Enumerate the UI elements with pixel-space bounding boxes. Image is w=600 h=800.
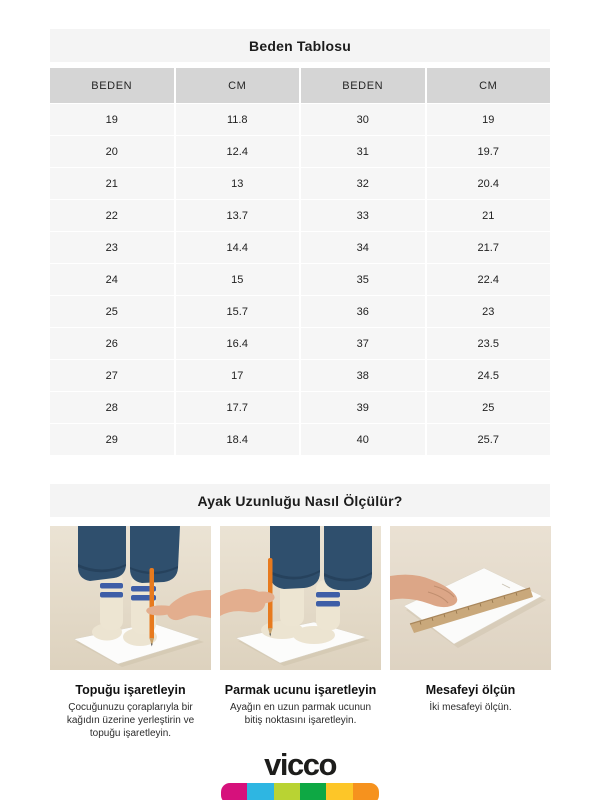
- vicco-logo-color-bar: [221, 783, 379, 800]
- size-table-cell: 39: [301, 392, 425, 423]
- size-table-cell: 24: [50, 264, 174, 295]
- size-table-row: [50, 264, 550, 295]
- measure-steps: [50, 526, 550, 741]
- size-table-cell: 11.8: [176, 104, 300, 135]
- size-table-cell: 12.4: [176, 136, 300, 167]
- size-table-cell: 34: [301, 232, 425, 263]
- size-table-cell: 21: [427, 200, 551, 231]
- size-table-cell: 13: [176, 168, 300, 199]
- size-table-cell: 37: [301, 328, 425, 359]
- step-description: Ayağın en uzun parmak ucunun bitiş noktasını işaretleyin.: [229, 702, 372, 727]
- size-table-cell: 15.7: [176, 296, 300, 327]
- measure-section-title-bar: [50, 484, 550, 517]
- size-table-cell: 25: [50, 296, 174, 327]
- mark-heel-photo: [50, 526, 211, 670]
- brand-footer: [0, 749, 600, 800]
- size-table-row: [50, 104, 550, 135]
- size-table-header-cell: BEDEN: [50, 68, 174, 103]
- step-heading: Topuğu işaretleyin: [75, 683, 186, 697]
- size-table-row: [50, 328, 550, 359]
- size-table-cell: 24.5: [427, 360, 551, 391]
- size-table-row: [50, 168, 550, 199]
- size-table-cell: 25.7: [427, 424, 551, 455]
- mark-toe-photo: [220, 526, 381, 670]
- step-heading: Mesafeyi ölçün: [425, 683, 516, 697]
- step-description: İki mesafeyi ölçün.: [429, 702, 512, 713]
- size-table-row: [50, 232, 550, 263]
- size-table-cell: 35: [301, 264, 425, 295]
- step-description: Çocuğunuzu çoraplarıyla bir kağıdın üzerine yerleştirin ve topuğu işaretleyin.: [66, 702, 195, 740]
- logo-bar-segment: [353, 783, 379, 800]
- size-table-row: [50, 200, 550, 231]
- size-table-cell: 30: [301, 104, 425, 135]
- size-table-row: [50, 392, 550, 423]
- size-table-cell: 27: [50, 360, 174, 391]
- size-table-cell: 16.4: [176, 328, 300, 359]
- size-table-cell: 29: [50, 424, 174, 455]
- size-table-cell: 17: [176, 360, 300, 391]
- measure-step-distance: [390, 526, 551, 741]
- size-table-cell: 17.7: [176, 392, 300, 423]
- size-table-header-row: [50, 68, 550, 103]
- size-table-cell: 23.5: [427, 328, 551, 359]
- size-table-cell: 40: [301, 424, 425, 455]
- size-table-cell: 15: [176, 264, 300, 295]
- size-table-row: [50, 136, 550, 167]
- logo-bar-segment: [247, 783, 273, 800]
- size-table-cell: 20.4: [427, 168, 551, 199]
- size-table-cell: 21.7: [427, 232, 551, 263]
- size-table: [50, 68, 550, 455]
- size-table-header-cell: BEDEN: [301, 68, 425, 103]
- measure-distance-illustration: [390, 526, 551, 670]
- logo-bar-segment: [274, 783, 300, 800]
- measure-section-title: Ayak Uzunluğu Nasıl Ölçülür?: [197, 492, 403, 509]
- size-table-cell: 28: [50, 392, 174, 423]
- step-heading: Parmak ucunu işaretleyin: [224, 683, 377, 697]
- size-table-header-cell: CM: [427, 68, 551, 103]
- size-table-cell: 19: [50, 104, 174, 135]
- size-table-cell: 36: [301, 296, 425, 327]
- logo-bar-segment: [221, 783, 247, 800]
- size-table-title: Beden Tablosu: [249, 37, 351, 54]
- vicco-logo: vicco: [264, 747, 336, 782]
- measure-distance-photo: [390, 526, 551, 670]
- size-table-cell: 21: [50, 168, 174, 199]
- size-table-cell: 22: [50, 200, 174, 231]
- measure-step-heel: [50, 526, 211, 741]
- size-table-row: [50, 424, 550, 455]
- size-table-cell: 13.7: [176, 200, 300, 231]
- size-table-cell: 19.7: [427, 136, 551, 167]
- size-table-cell: 23: [50, 232, 174, 263]
- size-table-cell: 33: [301, 200, 425, 231]
- size-table-cell: 25: [427, 392, 551, 423]
- size-table-cell: 20: [50, 136, 174, 167]
- logo-bar-segment: [300, 783, 326, 800]
- size-table-row: [50, 296, 550, 327]
- size-table-cell: 26: [50, 328, 174, 359]
- size-table-rows: [50, 104, 550, 455]
- size-table-cell: 31: [301, 136, 425, 167]
- size-table-cell: 23: [427, 296, 551, 327]
- logo-bar-segment: [326, 783, 352, 800]
- size-table-row: [50, 360, 550, 391]
- size-table-cell: 19: [427, 104, 551, 135]
- size-table-cell: 22.4: [427, 264, 551, 295]
- size-table-cell: 32: [301, 168, 425, 199]
- size-table-cell: 14.4: [176, 232, 300, 263]
- mark-heel-illustration: [50, 526, 211, 670]
- size-table-cell: 18.4: [176, 424, 300, 455]
- measure-step-toe: [220, 526, 381, 741]
- size-table-header-cell: CM: [176, 68, 300, 103]
- size-table-title-bar: [50, 29, 550, 62]
- mark-toe-illustration: [220, 526, 381, 670]
- size-table-cell: 38: [301, 360, 425, 391]
